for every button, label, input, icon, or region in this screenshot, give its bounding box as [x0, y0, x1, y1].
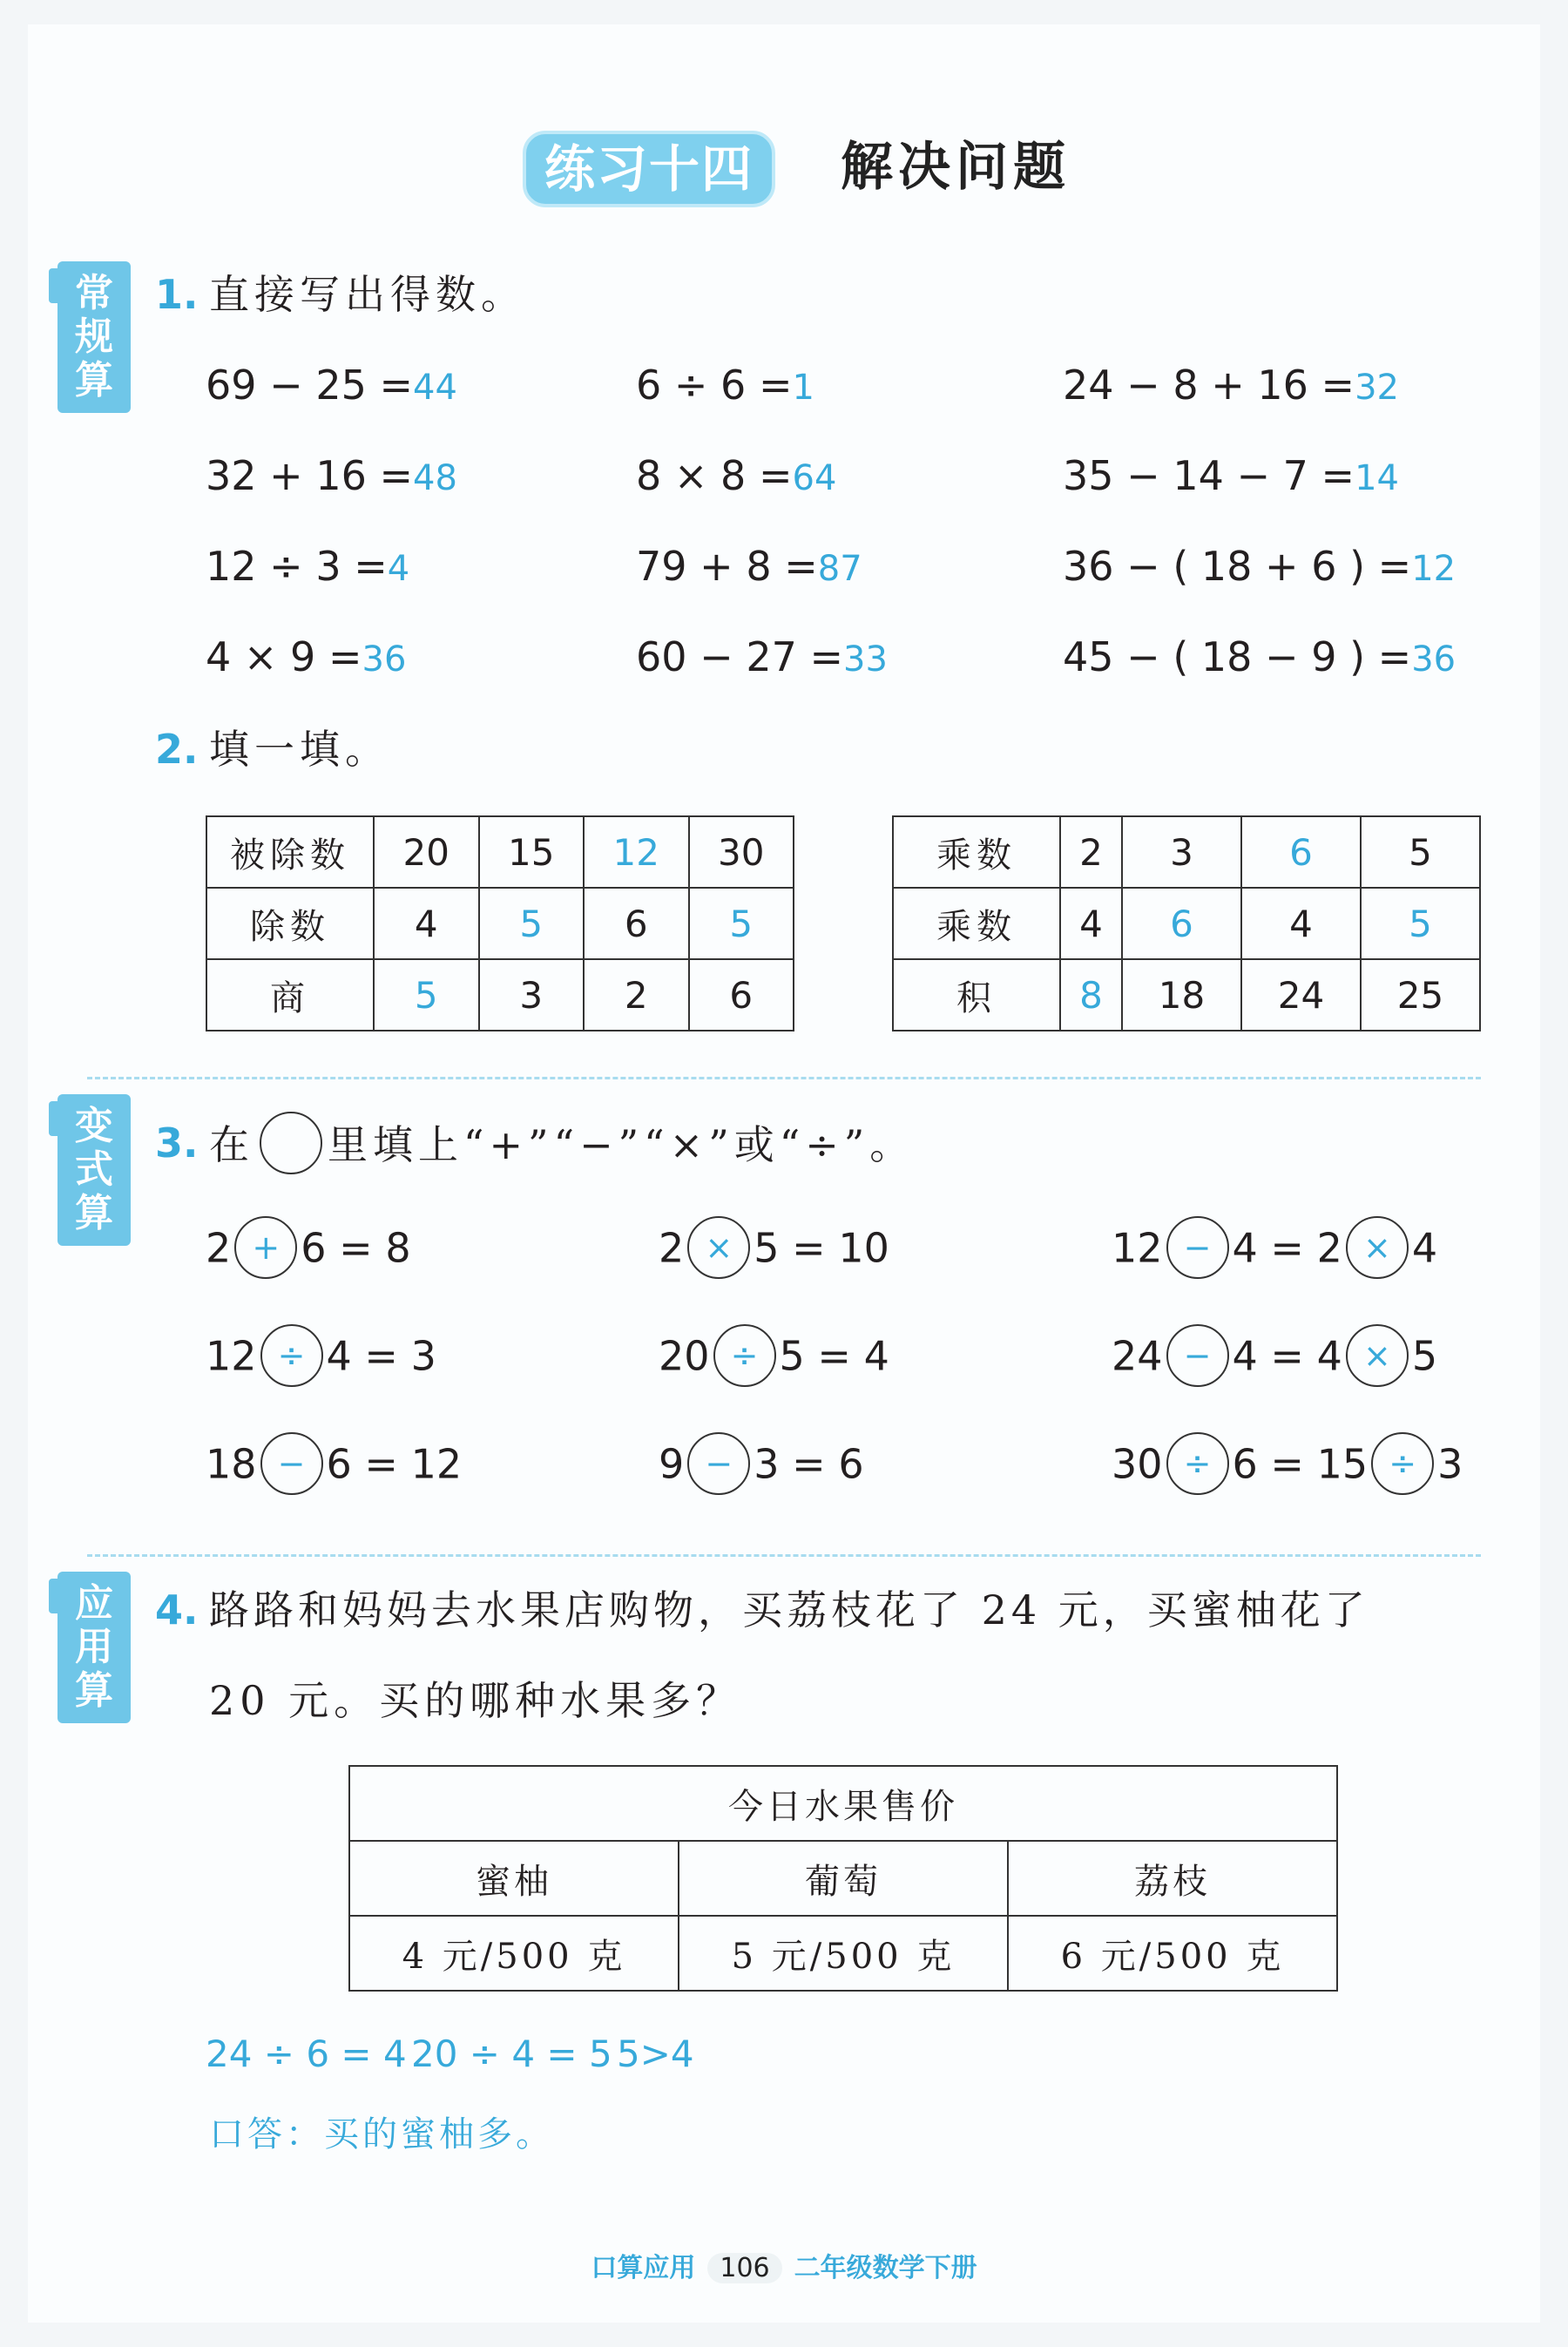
equation-answer: 64 [792, 458, 837, 498]
equation-part: 3 [1437, 1440, 1463, 1488]
table-cell: 3 [1122, 816, 1241, 888]
table-answer-cell: 5 [1361, 888, 1480, 959]
row-label: 乘数 [893, 888, 1060, 959]
table-cell: 2 [584, 959, 689, 1031]
equation [636, 359, 814, 414]
equation-expression: 35 − 14 − 7 = [1063, 452, 1355, 499]
equation [636, 631, 888, 686]
table-answer-cell: 6 [1122, 888, 1241, 959]
equation-part: 12 [206, 1332, 257, 1380]
equation-answer: 12 [1411, 549, 1456, 589]
q2-instruction: 填一填。 [209, 726, 390, 773]
operator-circle: × [687, 1216, 750, 1279]
equation-expression: 6 ÷ 6 = [636, 362, 793, 409]
equation [206, 450, 457, 504]
equation [636, 450, 836, 504]
tab-char: 算 [75, 358, 113, 402]
table-cell: 6 [584, 888, 689, 959]
equation-expression: 60 − 27 = [636, 633, 844, 680]
equation-answer: 87 [817, 549, 862, 589]
tab-char: 规 [75, 315, 113, 359]
fruit-price-table [348, 1765, 1338, 1992]
equation-part: 4 = 3 [326, 1332, 436, 1380]
equation-answer: 14 [1355, 458, 1399, 498]
q1-number: 1. [155, 271, 199, 318]
section-divider [87, 1554, 1481, 1557]
equation-part: 2 [659, 1224, 685, 1272]
table-cell: 4 [1241, 888, 1361, 959]
operator-circle: ÷ [713, 1324, 776, 1387]
equation-answer: 36 [362, 639, 407, 680]
tab-char: 算 [75, 1668, 113, 1713]
table-cell: 2 [1060, 816, 1122, 888]
equation-expression: 4 × 9 = [206, 633, 362, 680]
work-step: 24 ÷ 6 = 4 [206, 2032, 407, 2075]
equation-part: 4 [1411, 1224, 1438, 1272]
page-footer [0, 2246, 1568, 2284]
q2-number: 2. [155, 726, 199, 773]
equation-part: 24 [1112, 1332, 1163, 1380]
tab-routine [57, 261, 131, 413]
table-cell: 15 [479, 816, 585, 888]
operator-circle: − [1166, 1324, 1229, 1387]
equation [1063, 450, 1399, 504]
equation-expression: 8 × 8 = [636, 452, 793, 499]
division-table [206, 815, 794, 1031]
equation-expression: 12 ÷ 3 = [206, 543, 388, 590]
table-cell: 5 [1361, 816, 1480, 888]
tab-char: 变 [75, 1104, 113, 1148]
table-answer-cell: 5 [689, 888, 794, 959]
operator-equation [206, 1220, 411, 1282]
equation-part: 2 [206, 1224, 232, 1272]
equation-expression: 24 − 8 + 16 = [1063, 362, 1355, 409]
footer-grade: 二年级数学下册 [794, 2253, 977, 2283]
q3-number: 3. [155, 1119, 199, 1167]
page-number: 106 [707, 2253, 781, 2283]
tab-char: 式 [75, 1147, 113, 1192]
q4-text-line2: 20 元。买的哪种水果多？ [209, 1677, 742, 1724]
table-cell: 6 [689, 959, 794, 1031]
equation [206, 540, 409, 595]
equation [1063, 631, 1456, 686]
blank-circle-icon [260, 1112, 322, 1174]
table-answer-cell: 6 [1241, 816, 1361, 888]
operator-equation [1112, 1328, 1437, 1390]
operator-circle: ÷ [1166, 1432, 1229, 1495]
fruit-price: 6 元/500 克 [1008, 1916, 1337, 1991]
row-label: 被除数 [206, 816, 374, 888]
tab-char: 用 [75, 1625, 113, 1669]
q4-text-line1: 路路和妈妈去水果店购物，买荔枝花了 24 元，买蜜柚花了 [209, 1586, 1369, 1633]
equation-part: 12 [1112, 1224, 1163, 1272]
equation-part: 18 [206, 1440, 257, 1488]
table-cell: 20 [374, 816, 479, 888]
equation-answer: 44 [413, 368, 457, 408]
row-label: 商 [206, 959, 374, 1031]
fruit-name: 荔枝 [1008, 1841, 1337, 1916]
answer-text: 口答：买的蜜柚多。 [209, 2114, 554, 2154]
equation-expression: 32 + 16 = [206, 452, 414, 499]
table-answer-cell: 5 [374, 959, 479, 1031]
operator-circle: × [1346, 1216, 1409, 1279]
equation-expression: 69 − 25 = [206, 362, 414, 409]
equation-part: 4 = 4 [1232, 1332, 1342, 1380]
table-cell: 4 [374, 888, 479, 959]
tab-applied [57, 1572, 131, 1723]
table-cell: 30 [689, 816, 794, 888]
work-step: 20 ÷ 4 = 5 [411, 2032, 612, 2075]
fruit-name: 葡萄 [679, 1841, 1008, 1916]
operator-equation [206, 1436, 462, 1498]
tab-variant [57, 1094, 131, 1246]
equation-part: 5 [1411, 1332, 1438, 1380]
equation-part: 30 [1112, 1440, 1163, 1488]
equation-answer: 4 [387, 549, 410, 589]
q4-number: 4. [155, 1586, 199, 1633]
operator-circle: × [1346, 1324, 1409, 1387]
equation-answer: 36 [1411, 639, 1456, 680]
operator-equation [206, 1328, 436, 1390]
equation [206, 631, 406, 686]
operator-circle: − [260, 1432, 323, 1495]
multiplication-table [892, 815, 1481, 1031]
table-answer-cell: 5 [479, 888, 585, 959]
page-title: 解决问题 [841, 137, 1071, 198]
equation-part: 5 = 10 [754, 1224, 889, 1272]
equation-part: 6 = 15 [1232, 1440, 1369, 1488]
operator-circle: + [234, 1216, 297, 1279]
row-label: 除数 [206, 888, 374, 959]
exercise-badge: 练习十四 [523, 131, 775, 207]
equation-part: 3 = 6 [754, 1440, 864, 1488]
equation-expression: 45 − ( 18 − 9 ) = [1063, 633, 1412, 680]
table-answer-cell: 8 [1060, 959, 1122, 1031]
equation-part: 6 = 8 [301, 1224, 411, 1272]
row-label: 乘数 [893, 816, 1060, 888]
operator-equation [1112, 1436, 1463, 1498]
table-cell: 3 [479, 959, 585, 1031]
operator-circle: ÷ [260, 1324, 323, 1387]
equation-part: 9 [659, 1440, 685, 1488]
equation-answer: 33 [843, 639, 888, 680]
fruit-price: 4 元/500 克 [349, 1916, 679, 1991]
operator-equation [1112, 1220, 1437, 1282]
table-cell: 24 [1241, 959, 1361, 1031]
equation-answer: 48 [413, 458, 457, 498]
table-cell: 4 [1060, 888, 1122, 959]
tab-char: 算 [75, 1191, 113, 1235]
operator-equation [659, 1436, 864, 1498]
tab-char: 常 [75, 271, 113, 315]
equation-expression: 79 + 8 = [636, 543, 818, 590]
operator-equation [659, 1328, 889, 1390]
tab-char: 应 [75, 1581, 113, 1626]
fruit-price: 5 元/500 克 [679, 1916, 1008, 1991]
operator-circle: − [687, 1432, 750, 1495]
section-divider [87, 1077, 1481, 1079]
equation-answer: 32 [1355, 368, 1399, 408]
table-cell: 18 [1122, 959, 1241, 1031]
table-cell: 25 [1361, 959, 1480, 1031]
q1-instruction: 直接写出得数。 [209, 271, 526, 318]
equation-part: 5 = 4 [779, 1332, 889, 1380]
row-label: 积 [893, 959, 1060, 1031]
operator-circle: ÷ [1371, 1432, 1434, 1495]
equation-part: 20 [659, 1332, 710, 1380]
equation-part: 6 = 12 [326, 1440, 463, 1488]
equation [206, 359, 457, 414]
work-step: 5>4 [617, 2032, 694, 2075]
equation-expression: 36 − ( 18 + 6 ) = [1063, 543, 1412, 590]
fruit-name: 蜜柚 [349, 1841, 679, 1916]
equation-answer: 1 [792, 368, 814, 408]
footer-book: 口算应用 [591, 2253, 696, 2283]
equation [636, 540, 862, 595]
operator-circle: − [1166, 1216, 1229, 1279]
table-caption: 今日水果售价 [349, 1766, 1337, 1841]
table-answer-cell: 12 [584, 816, 689, 888]
q3-instruction: 在 里填上“+”“−”“×”或“÷”。 [209, 1117, 915, 1180]
equation [1063, 540, 1456, 595]
equation [1063, 359, 1399, 414]
operator-equation [659, 1220, 889, 1282]
equation-part: 4 = 2 [1232, 1224, 1342, 1272]
